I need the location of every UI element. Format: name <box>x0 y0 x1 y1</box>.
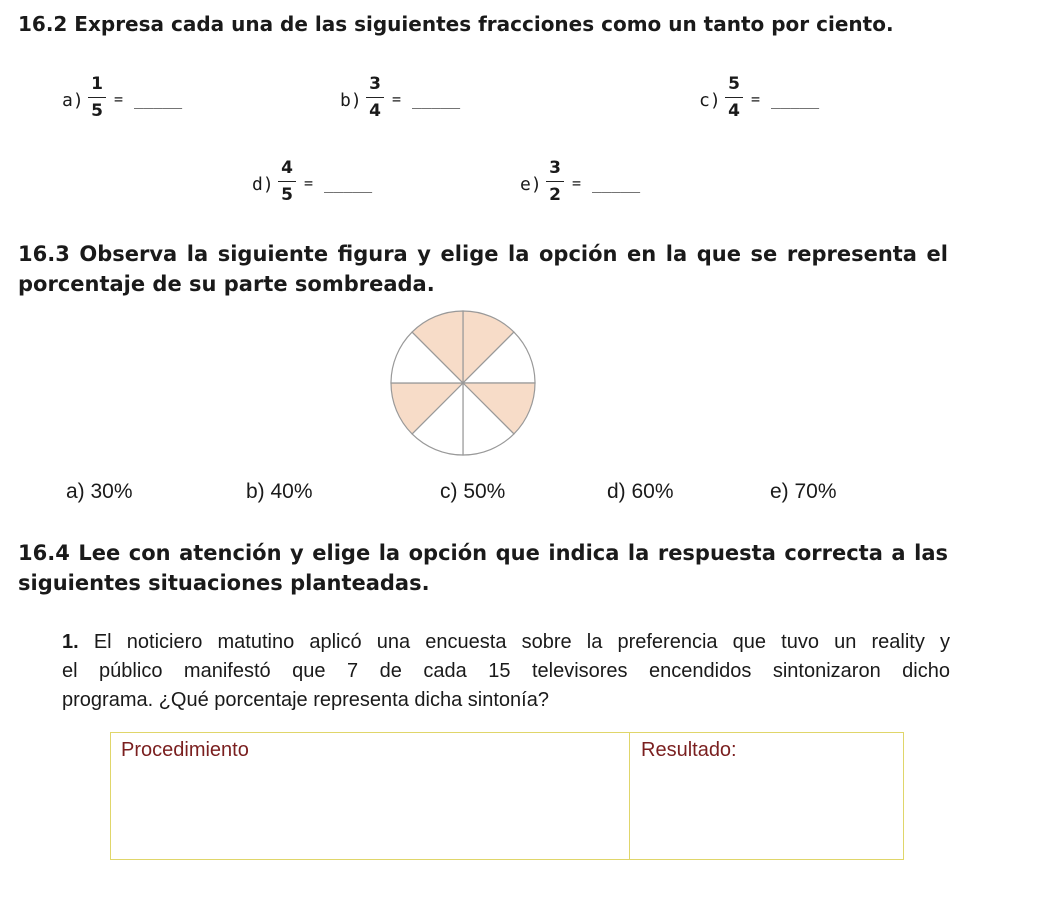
item-label: d) <box>252 174 274 195</box>
resultado-header: Resultado: <box>641 739 737 761</box>
answer-table <box>110 732 904 860</box>
option-b[interactable]: b) 40% <box>246 480 313 503</box>
problem-number: 1. <box>62 631 79 653</box>
resultado-cell[interactable] <box>631 769 901 857</box>
problem-line3: programa. ¿Qué porcentaje representa dicha sintonía? <box>62 689 549 711</box>
section-16-3-title-line2: porcentaje de su parte sombreada. <box>18 272 435 296</box>
procedimiento-header: Procedimiento <box>121 739 249 761</box>
section-16-2-title: 16.2 Expresa cada una de las siguientes fracciones como un tanto por ciento. <box>18 12 894 36</box>
equals-sign: = <box>304 174 314 192</box>
option-c[interactable]: c) 50% <box>440 480 506 503</box>
denominator: 4 <box>728 101 740 121</box>
item-label: e) <box>520 174 542 195</box>
table-column-divider <box>629 733 630 859</box>
fraction <box>546 157 564 206</box>
numerator: 3 <box>369 74 381 94</box>
option-e[interactable]: e) 70% <box>770 480 837 503</box>
answer-blank[interactable]: _____ <box>324 174 373 193</box>
problem-line1-text: El noticiero matutino aplicó una encuesta sobre la preferencia que tuvo un reality y <box>93 631 951 653</box>
section-16-3-title-line1: 16.3 Observa la siguiente figura y elige la opción en la que se representa el <box>18 242 948 266</box>
section-16-4-title-line1: 16.4 Lee con atención y elige la opción que indica la respuesta correcta a las <box>18 541 948 565</box>
fraction <box>278 157 296 206</box>
denominator: 5 <box>91 101 103 121</box>
equals-sign: = <box>751 90 761 108</box>
fraction <box>725 73 743 122</box>
numerator: 1 <box>91 74 103 94</box>
equals-sign: = <box>572 174 582 192</box>
fraction-bar <box>725 97 743 98</box>
option-a[interactable]: a) 30% <box>66 480 133 503</box>
item-label: a) <box>62 90 84 111</box>
numerator: 3 <box>549 158 561 178</box>
answer-blank[interactable]: _____ <box>412 90 461 109</box>
shaded-circle-figure <box>380 300 550 470</box>
answer-blank[interactable]: _____ <box>771 90 820 109</box>
answer-blank[interactable]: _____ <box>134 90 183 109</box>
denominator: 2 <box>549 185 561 205</box>
item-label: c) <box>699 90 721 111</box>
denominator: 4 <box>369 101 381 121</box>
item-label: b) <box>340 90 362 111</box>
fraction-bar <box>278 181 296 182</box>
fraction-bar <box>88 97 106 98</box>
denominator: 5 <box>281 185 293 205</box>
numerator: 4 <box>281 158 293 178</box>
fraction-bar <box>546 181 564 182</box>
problem-line1 <box>62 628 950 657</box>
equals-sign: = <box>392 90 402 108</box>
fraction <box>88 73 106 122</box>
circle-sectors <box>391 311 535 455</box>
section-16-4-title-line2: siguientes situaciones planteadas. <box>18 571 430 595</box>
option-d[interactable]: d) 60% <box>607 480 674 503</box>
equals-sign: = <box>114 90 124 108</box>
problem-line2: el público manifestó que 7 de cada 15 televisores encendidos sintonizaron dicho <box>62 660 950 682</box>
fraction <box>366 73 384 122</box>
problem-1 <box>62 628 950 715</box>
fraction-bar <box>366 97 384 98</box>
procedimiento-cell[interactable] <box>111 769 627 857</box>
answer-blank[interactable]: _____ <box>592 174 641 193</box>
numerator: 5 <box>728 74 740 94</box>
